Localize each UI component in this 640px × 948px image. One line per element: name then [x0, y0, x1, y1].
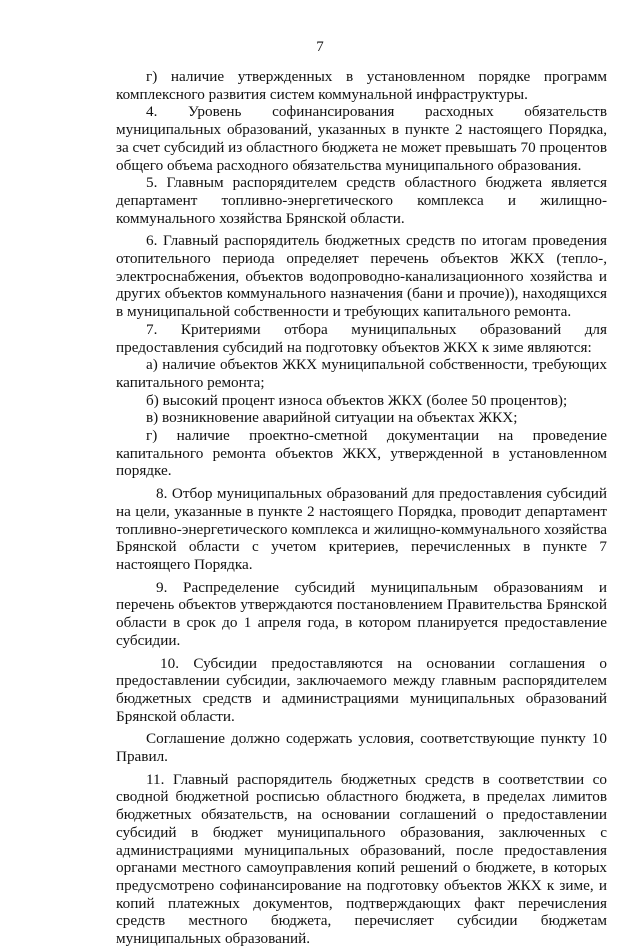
criterion-v: в) возникновение аварийной ситуации на объектах ЖКХ;	[146, 409, 518, 427]
paragraph-10-agreement: 10. Субсидии предоставляются на основании соглашения о предоставлении субсидии, заключаемого между главным распорядителем бюджетных средств и администрациями муниципальных образований Брянской области.	[116, 654, 607, 725]
paragraph-8-selection-procedure: 8. Отбор муниципальных образований для предоставления субсидий на цели, указанные в пункте 2 настоящего Порядка, проводит департамент топливно-энергетического комплекса и жилищно-коммунального хозяйства Брянской области с учетом критериев, перечисленных в пункте 7 настоящего Порядка.	[116, 485, 607, 573]
page-number: 7	[316, 39, 324, 55]
paragraph-agreement-conditions: Соглашение должно содержать условия, соответствующие пункту 10 Правил.	[116, 730, 607, 766]
paragraph-6-objects-list: 6. Главный распорядитель бюджетных средств по итогам проведения отопительного периода определяет перечень объектов ЖКХ (тепло-, электроснабжения, объектов водопроводно-канализационного хозяйства и других объектов коммунального назначения (бани и прочие)), находящихся в муниципальной собственности и требующих капитального ремонта.	[116, 232, 607, 321]
criterion-a: а) наличие объектов ЖКХ муниципальной собственности, требующих капитального ремонта;	[116, 356, 607, 391]
document-body	[116, 68, 607, 948]
paragraph-4-cofinancing-level: 4. Уровень софинансирования расходных обязательств муниципальных образований, указанных в пункте 2 настоящего Порядка, за счет субсидий из областного бюджета не может превышать 70 процентов общего объема расходного обязательства муниципального образования.	[116, 103, 607, 174]
paragraph-9-distribution: 9. Распределение субсидий муниципальным образованиям и перечень объектов утверждаются постановлением Правительства Брянской области в срок до 1 апреля года, в котором планируется предоставление субсидии.	[116, 578, 607, 649]
criterion-b: б) высокий процент износа объектов ЖКХ (более 50 процентов);	[146, 391, 568, 409]
paragraph-3g-infrastructure-programs: г) наличие утвержденных в установленном порядке программ комплексного развития систем коммунальной инфраструктуры.	[116, 68, 607, 103]
paragraph-5-main-administrator: 5. Главным распорядителем средств областного бюджета является департамент топливно-энергетического комплекса и жилищно-коммунального хозяйства Брянской области.	[116, 174, 607, 227]
paragraph-7-selection-criteria: 7. Критериями отбора муниципальных образований для предоставления субсидий на подготовку объектов ЖКХ к зиме являются:	[116, 320, 607, 356]
paragraph-11-transfer: 11. Главный распорядитель бюджетных средств в соответствии со сводной бюджетной росписью областного бюджета, в пределах лимитов бюджетных обязательств, на основании соглашений о предоставлении субсидий в бюджет муниципального образования, заключенных с администрациями муниципальных образований, после предоставления органами местного самоуправления копий решений о бюджете, в которых предусмотрено софинансирование на подготовку объектов ЖКХ к зиме, и копий платежных документов, подтверждающих факт перечисления средств местного бюджета, перечисляет субсидии бюджетам муниципальных образований.	[116, 770, 607, 948]
criterion-g: г) наличие проектно-сметной документации на проведение капитального ремонта объектов ЖКХ, утвержденной в установленном порядке.	[116, 427, 607, 480]
